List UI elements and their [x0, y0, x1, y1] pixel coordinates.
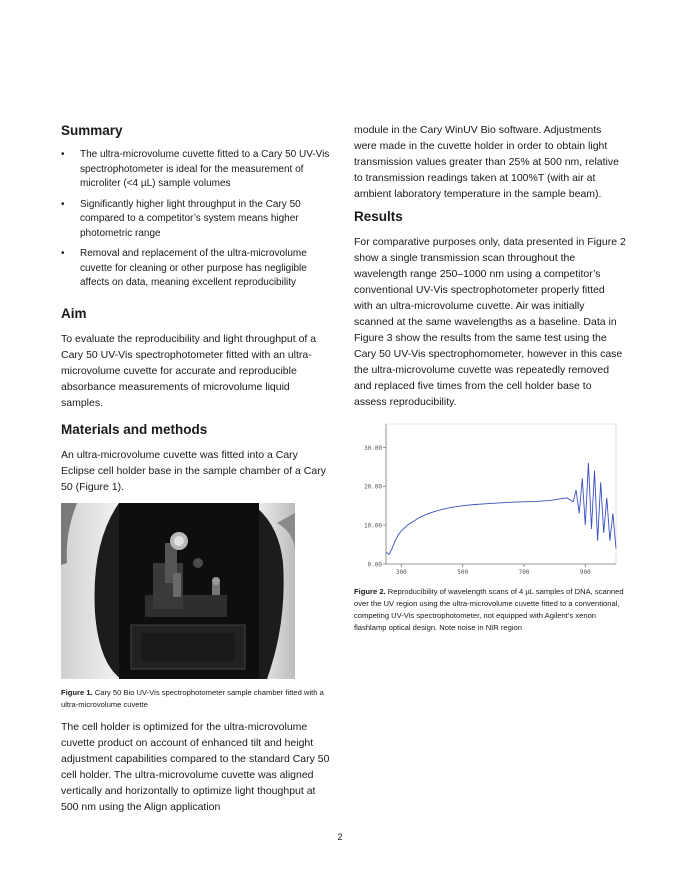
y-tick-label: 10.00 — [363, 522, 382, 530]
summary-item-text: The ultra-microvolume cuvette fitted to a Cary 50 UV-Vis spectrophotometer is ideal for the measurement of microliter (<4 µL) sample volumes — [80, 149, 330, 189]
figure2-caption-text: Reproducibility of wavelength scans of 4 µL samples of DNA, scanned over the UV region using the ultra-microvolume cuvette fitted to a conventional, competing UV-Vis spectrophotometer, not equipped with Agilent’s xenon flashlamp optical design. Note noise in NIR region — [354, 587, 624, 632]
summary-item — [61, 198, 333, 242]
results-heading: Results — [354, 209, 403, 224]
figure1-caption-text: Cary 50 Bio UV-Vis spectrophotometer sample chamber fitted with a ultra-microvolume cuvette — [61, 687, 324, 709]
page-number: 2 — [337, 832, 343, 842]
figure2-label: Figure 2. — [354, 587, 386, 596]
figure1-caption — [61, 687, 333, 711]
summary-item-text: Significantly higher light throughput in the Cary 50 compared to a competitor’s system means higher photometric range — [80, 198, 301, 239]
left-column — [61, 122, 333, 815]
bullet-mark: • — [61, 198, 65, 210]
x-tick-label: 500 — [457, 569, 469, 576]
methods-paragraph: An ultra-microvolume cuvette was fitted into a Cary Eclipse cell holder base in the sample chamber of a Cary 50 (Figure 1). — [61, 448, 326, 493]
summary-list — [61, 148, 333, 291]
figure2-caption — [354, 586, 626, 634]
right-column — [354, 122, 626, 634]
figure2-chart — [354, 418, 626, 578]
holder-paragraph: The cell holder is optimized for the ultra-microvolume cuvette product on account of enhanced tilt and height adjustment capabilities compared to the standard Cary 50 cell holder. The ultra-microvolume cuvette was aligned vertically and horizontally to optimize light thoughput at 500 nm using the Align application — [61, 720, 330, 813]
figure1-label: Figure 1. — [61, 687, 93, 697]
figure1-photo — [61, 503, 295, 679]
aim-paragraph: To evaluate the reproducibility and light throughput of a Cary 50 UV-Vis spectrophotometer fitted with an ultra-microvolume cuvette for accurate and reproducible absorbance measurements of microvolume liquid samples. — [61, 332, 317, 409]
x-tick-label: 300 — [395, 569, 407, 576]
results-paragraph: For comparative purposes only, data presented in Figure 2 show a single transmission scan throughout the wavelength range 250–1000 nm using a competitor’s conventional UV-Vis spectrophotometer properly fitted with an ultra-microvolume cuvette. Air was initially scanned at the same wavelengths as a baseline. Data in Figure 3 show the results from the same test using the Cary 50 UV-Vis spectrophomometer, however in this case the ultra-microvolume cuvette was repeatedly removed and replaced five times from the cell holder base to assess reproducibility. — [354, 236, 626, 408]
chart-ticks — [364, 445, 591, 576]
methods-heading: Materials and methods — [61, 421, 208, 437]
continued-paragraph: module in the Cary WinUV Bio software. Adjustments were made in the cuvette holder in order to obtain light transmission values greater than 25% at 500 nm, relative to transmission readings taken at 100%T (with air at ambient laboratory temperature in the sample beam). — [354, 124, 619, 200]
y-tick-label: 0.00 — [367, 561, 382, 569]
series-line — [386, 463, 616, 554]
summary-heading: Summary — [61, 123, 123, 138]
aim-heading: Aim — [61, 305, 87, 321]
y-tick-label: 30.00 — [363, 444, 382, 452]
cuvette-chamber-illustration — [61, 503, 295, 679]
chart-axes — [386, 424, 616, 564]
bullet-mark: • — [61, 248, 65, 259]
x-tick-label: 900 — [579, 569, 591, 576]
summary-item-text: Removal and replacement of the ultra-microvolume cuvette for cleaning or other purpose has negligible affects on data, meaning excellent reproducibility — [80, 248, 307, 288]
chart-series — [386, 463, 616, 554]
y-tick-label: 20.00 — [363, 483, 382, 491]
summary-item — [61, 148, 333, 192]
summary-item — [61, 247, 333, 291]
x-tick-label: 700 — [518, 569, 530, 576]
transmission-scan-chart — [354, 418, 626, 578]
bullet-mark: • — [61, 149, 65, 160]
